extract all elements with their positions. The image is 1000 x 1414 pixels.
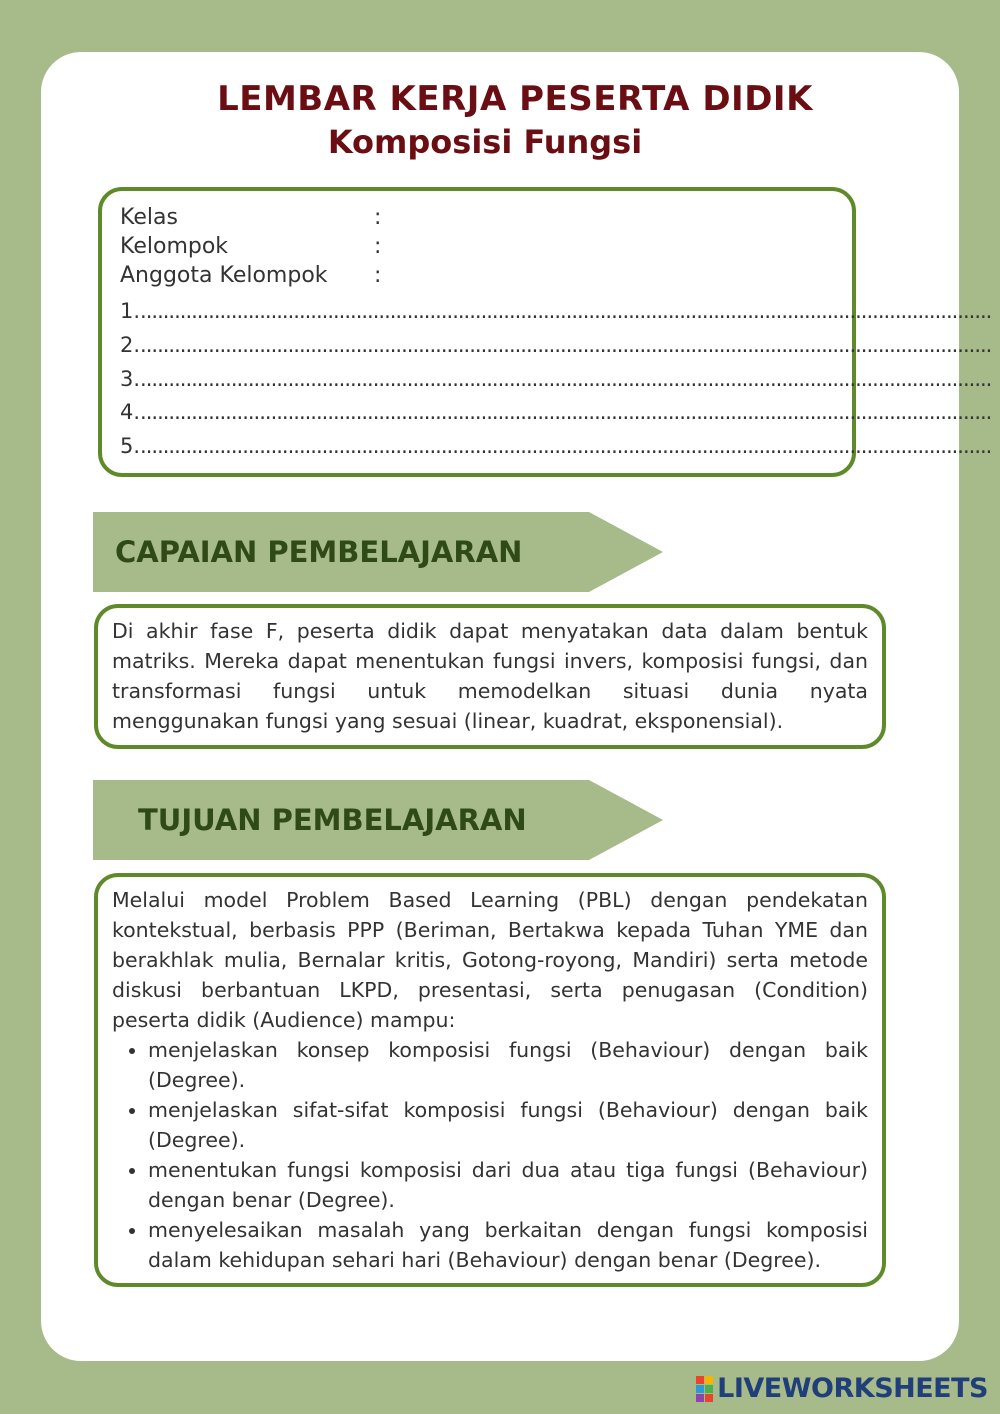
tujuan-banner <box>93 780 663 860</box>
identity-box <box>98 187 992 477</box>
field-label: Anggota Kelompok <box>120 263 328 288</box>
field-kelas <box>120 205 382 230</box>
tujuan-box <box>94 873 886 1287</box>
capaian-box <box>94 604 886 749</box>
member-line-1[interactable]: 1....................................................................................................................................................... <box>120 299 992 323</box>
liveworksheets-logo <box>696 1373 988 1404</box>
capaian-heading: CAPAIAN PEMBELAJARAN <box>115 535 523 569</box>
member-line-4[interactable]: 4....................................................................................................................................................... <box>120 400 992 424</box>
member-number: 1. <box>120 299 141 323</box>
title-line-2: Komposisi Fungsi <box>327 123 643 161</box>
field-colon: : <box>374 263 382 288</box>
list-item: • menyelesaikan masalah yang berkaitan dengan fungsi komposisi dalam kehidupan sehari hari (Behaviour) dengan benar (Degree). <box>148 1215 868 1275</box>
title-line-1: LEMBAR KERJA PESERTA DIDIK <box>217 79 813 119</box>
member-number: 3. <box>120 367 141 391</box>
member-line-3[interactable]: 3....................................................................................................................................................... <box>120 367 992 391</box>
field-colon: : <box>374 205 382 230</box>
member-number: 4. <box>120 400 141 424</box>
tujuan-heading: TUJUAN PEMBELAJARAN <box>138 803 527 837</box>
list-item: • menjelaskan sifat-sifat komposisi fungsi (Behaviour) dengan baik (Degree). <box>148 1095 868 1155</box>
tujuan-list <box>112 1035 868 1275</box>
field-kelompok <box>120 234 382 259</box>
field-label: Kelas <box>120 205 178 230</box>
logo-blocks-icon <box>696 1376 713 1402</box>
member-line-2[interactable]: 2....................................................................................................................................................... <box>120 333 992 357</box>
member-line-5[interactable]: 5....................................................................................................................................................... <box>120 434 992 458</box>
page-title <box>0 78 1000 164</box>
watermark-text: LIVEWORKSHEETS <box>717 1373 988 1404</box>
member-number: 2. <box>120 333 141 357</box>
member-number: 5. <box>120 434 141 458</box>
tujuan-intro: Melalui model Problem Based Learning (PBL) dengan pendekatan kontekstual, berbasis PPP (Beriman, Bertakwa kepada Tuhan YME dan berakhlak mulia, Bernalar kritis, Gotong-royong, Mandiri) serta metode diskusi berbantuan LKPD, presentasi, serta penugasan (Condition) peserta didik (Audience) mampu: <box>112 888 868 1032</box>
field-colon: : <box>374 234 382 259</box>
list-item: • menentukan fungsi komposisi dari dua atau tiga fungsi (Behaviour) dengan benar (Degree). <box>148 1155 868 1215</box>
field-anggota <box>120 263 382 288</box>
capaian-banner <box>93 512 663 592</box>
field-label: Kelompok <box>120 234 229 259</box>
list-item: • menjelaskan konsep komposisi fungsi (Behaviour) dengan baik (Degree). <box>148 1035 868 1095</box>
capaian-text: Di akhir fase F, peserta didik dapat menyatakan data dalam bentuk matriks. Mereka dapat menentukan fungsi invers, komposisi fungsi, dan transformasi fungsi untuk memodelkan situasi dunia nyata menggunakan fungsi yang sesuai (linear, kuadrat, eksponensial). <box>112 619 868 733</box>
